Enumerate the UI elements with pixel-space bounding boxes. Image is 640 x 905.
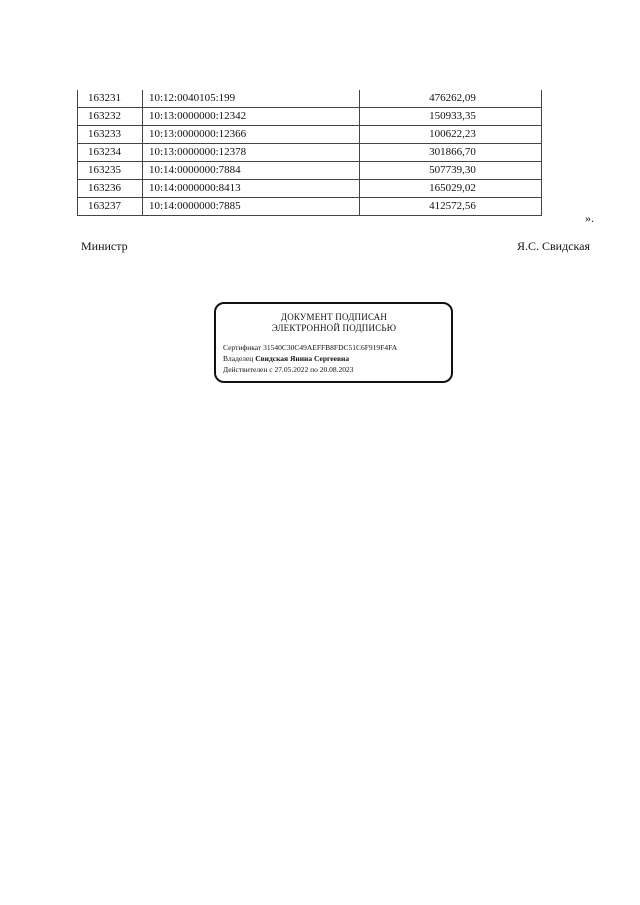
- stamp-validity: Действителен с 27.05.2022 по 20.08.2023: [223, 365, 354, 374]
- table-row: [78, 144, 542, 162]
- cadastral-number-cell: 10:14:0000000:8413: [143, 180, 360, 198]
- cadastral-value-cell: 412572,56: [360, 198, 542, 216]
- cadastral-value-cell: 150933,35: [360, 108, 542, 126]
- table-row: [78, 90, 542, 108]
- table-row: [78, 162, 542, 180]
- row-number-cell: 163236: [78, 180, 143, 198]
- cadastral-value-cell: 476262,09: [360, 90, 542, 108]
- stamp-owner-label: Владелец: [223, 354, 254, 363]
- cadastral-value-table: [77, 90, 542, 216]
- row-number-cell: 163237: [78, 198, 143, 216]
- table-row: [78, 108, 542, 126]
- row-number-cell: 163231: [78, 90, 143, 108]
- stamp-owner-value: Свидская Янина Сергеевна: [255, 354, 350, 363]
- stamp-certificate-value: 31540C30C49AEFFB8FDC51C6F919F4FA: [263, 343, 398, 352]
- closing-quote: ».: [585, 211, 594, 225]
- stamp-certificate-label: Сертификат: [223, 343, 262, 352]
- cadastral-number-cell: 10:14:0000000:7885: [143, 198, 360, 216]
- cadastral-number-cell: 10:14:0000000:7884: [143, 162, 360, 180]
- table-row: [78, 126, 542, 144]
- signatory-role: Министр: [81, 239, 128, 253]
- stamp-title-line-1: ДОКУМЕНТ ПОДПИСАН: [280, 312, 388, 322]
- signatory-name: Я.С. Свидская: [517, 239, 591, 253]
- cadastral-number-cell: 10:12:0040105:199: [143, 90, 360, 108]
- row-number-cell: 163234: [78, 144, 143, 162]
- stamp-owner: [223, 353, 445, 364]
- cadastral-value-cell: 100622,23: [360, 126, 542, 144]
- cadastral-number-cell: 10:13:0000000:12378: [143, 144, 360, 162]
- electronic-signature-stamp: [214, 302, 453, 383]
- stamp-title-line-2: ЭЛЕКТРОННОЙ ПОДПИСЬЮ: [271, 323, 397, 333]
- row-number-cell: 163232: [78, 108, 143, 126]
- cadastral-value-cell: 507739,30: [360, 162, 542, 180]
- table-row: [78, 198, 542, 216]
- cadastral-value-cell: 301866,70: [360, 144, 542, 162]
- stamp-certificate: [223, 342, 445, 353]
- table-row: [78, 180, 542, 198]
- cadastral-value-cell: 165029,02: [360, 180, 542, 198]
- cadastral-number-cell: 10:13:0000000:12366: [143, 126, 360, 144]
- cadastral-number-cell: 10:13:0000000:12342: [143, 108, 360, 126]
- table-body: [78, 90, 542, 216]
- row-number-cell: 163235: [78, 162, 143, 180]
- row-number-cell: 163233: [78, 126, 143, 144]
